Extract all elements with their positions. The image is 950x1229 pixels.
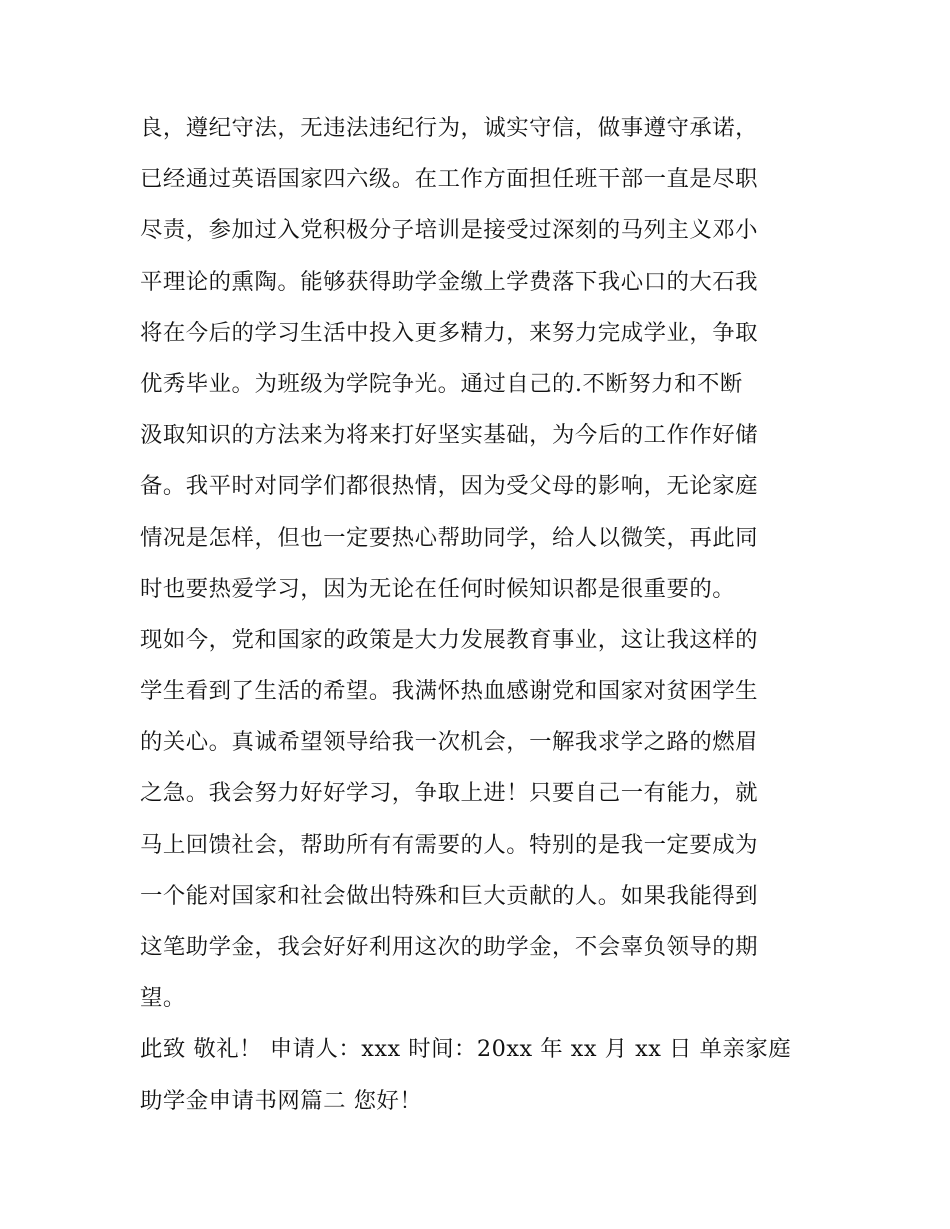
text-line: 备。我平时对同学们都很热情，因为受父母的影响，无论家庭: [140, 473, 759, 500]
document-body: [140, 103, 820, 1127]
text-line: 的关心。真诚希望领导给我一次机会，一解我求学之路的燃眉: [140, 729, 759, 756]
text-line: 尽责，参加过入党积极分子培训是接受过深刻的马列主义邓小: [140, 217, 759, 244]
text-line: 将在今后的学习生活中投入更多精力，来努力完成学业，争取: [140, 319, 759, 346]
text-line: 平理论的熏陶。能够获得助学金缴上学费落下我心口的大石我: [140, 268, 759, 295]
text-line: 之急。我会努力好好学习，争取上进！只要自己一有能力，就: [140, 780, 759, 807]
text-line: 助学金申请书网篇二 您好！: [140, 1087, 423, 1114]
text-line: 学生看到了生活的希望。我满怀热血感谢党和国家对贫困学生: [140, 678, 759, 705]
text-line: 情况是怎样，但也一定要热心帮助同学，给人以微笑，再此同: [140, 524, 759, 551]
text-line: 马上回馈社会，帮助所有有需要的人。特别的是我一定要成为: [140, 831, 759, 858]
text-line: 良，遵纪守法，无违法违纪行为，诚实守信，做事遵守承诺，: [140, 115, 759, 141]
text-line: 已经通过英语国家四六级。在工作方面担任班干部一直是尽职: [140, 166, 759, 193]
text-line: 望。: [140, 985, 186, 1012]
text-line: 此致 敬礼！ 申请人：xxx 时间：20xx 年 xx 月 xx 日 单亲家庭: [140, 1036, 792, 1063]
text-line: 优秀毕业。为班级为学院争光。通过自己的.不断努力和不断: [140, 370, 743, 397]
text-line: 时也要热爱学习，因为无论在任何时候知识都是很重要的。: [140, 575, 736, 602]
text-line: 现如今，党和国家的政策是大力发展教育事业，这让我这样的: [140, 626, 759, 653]
text-line: 这笔助学金，我会好好利用这次的助学金，不会辜负领导的期: [140, 934, 759, 960]
text-line: 一个能对国家和社会做出特殊和巨大贡献的人。如果我能得到: [140, 882, 759, 909]
text-line: 汲取知识的方法来为将来打好坚实基础，为今后的工作作好储: [140, 422, 759, 449]
